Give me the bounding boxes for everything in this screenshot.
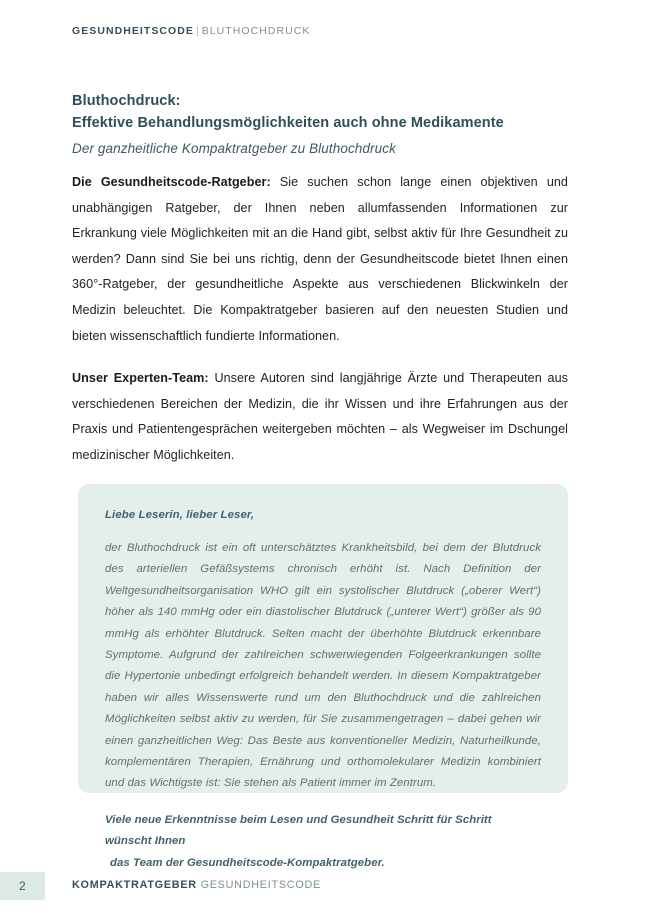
paragraph-text: Unsere Autoren sind langjährige Ärzte und Therapeuten aus verschiedenen Bereichen der Medizin, die ihr Wissen und ihre Erfahrungen aus der Praxis und Patientengesprächen weitergeben möchten – als Wegweiser im Dschungel medizinischer Möglichkeiten.	[72, 371, 568, 462]
running-head	[72, 25, 310, 37]
footer-light: GESUNDHEITSCODE	[200, 879, 321, 891]
title-block	[72, 90, 572, 160]
footer-text	[72, 879, 321, 891]
letter-callout-box	[78, 484, 568, 869]
footer-strong: KOMPAKTRATGEBER	[72, 879, 197, 891]
running-head-brand: GESUNDHEITSCODE	[72, 25, 194, 37]
body-copy	[72, 170, 568, 486]
running-head-separator: |	[195, 25, 200, 37]
paragraph-lead-in: Die Gesundheitscode-Ratgeber:	[72, 175, 271, 189]
letter-closing-line-1: Viele neue Erkenntnisse beim Lesen und Gesundheit Schritt für Schritt wünscht Ihnen	[105, 813, 492, 848]
paragraph-publisher	[72, 170, 568, 349]
letter-body: der Bluthochdruck ist ein oft unterschätztes Krankheitsbild, bei dem der Blutdruck des arteriellen Gefäßsystems chronisch erhöht ist. Nach Definition der Weltgesundheitsorganisation WHO gilt ein systolischer Blutdruck („oberer Wert“) höher als 140 mmHg oder ein diastolischer Blutdruck („unterer Wert“) größer als 90 mmHg als erhöhter Blutdruck. Selten macht der überhöhte Blutdruck erkennbare Symptome. Aufgrund der zahlreichen schwerwiegenden Folgeerkrankungen sollte die Hypertonie unbedingt erfolgreich behandelt werden. In diesem Kompaktratgeber haben wir alles Wissenswerte rund um den Bluthochdruck und die zahlreichen Möglichkeiten selbst aktiv zu werden, für Sie zusammengetragen – dabei gehen wir einen ganzheitlichen Weg: Das Beste aus konventioneller Medizin, Naturheilkunde, komplementären Therapien, Ernährung und orthomolekularer Medizin kombiniert und das Wichtigste ist: Sie stehen als Patient immer im Zentrum.	[105, 542, 541, 790]
paragraph-text: Sie suchen schon lange einen objektiven und unabhängigen Ratgeber, der Ihnen neben allumfassenden Informationen zur Erkrankung viele Möglichkeiten mit an die Hand gibt, selbst aktiv für Ihre Gesundheit zu werden? Dann sind Sie bei uns richtig, denn der Gesundheitscode bietet Ihnen einen 360°-Ratgeber, der gesundheitliche Aspekte aus verschiedenen Blickwinkeln der Medizin beleuchtet. Die Kompaktratgeber basieren auf den neuesten Studien und bieten wissenschaftlich fundierte Informationen.	[72, 175, 568, 343]
page-number-badge	[0, 872, 45, 900]
page-title-line-2: Effektive Behandlungsmöglichkeiten auch ohne Medikamente	[72, 115, 504, 131]
page-subtitle: Der ganzheitliche Kompaktratgeber zu Bluthochdruck	[72, 141, 396, 156]
letter-closing-line-2: das Team der Gesundheitscode-Kompaktratgeber.	[110, 856, 385, 869]
paragraph-lead-in: Unser Experten-Team:	[72, 371, 209, 386]
running-head-topic: BLUTHOCHDRUCK	[201, 25, 311, 37]
page-number: 2	[19, 879, 26, 893]
paragraph-experts	[72, 366, 568, 468]
page-title-line-1: Bluthochdruck:	[72, 93, 181, 109]
letter-greeting: Liebe Leserin, lieber Leser,	[105, 509, 255, 521]
letter-closing	[105, 810, 541, 874]
